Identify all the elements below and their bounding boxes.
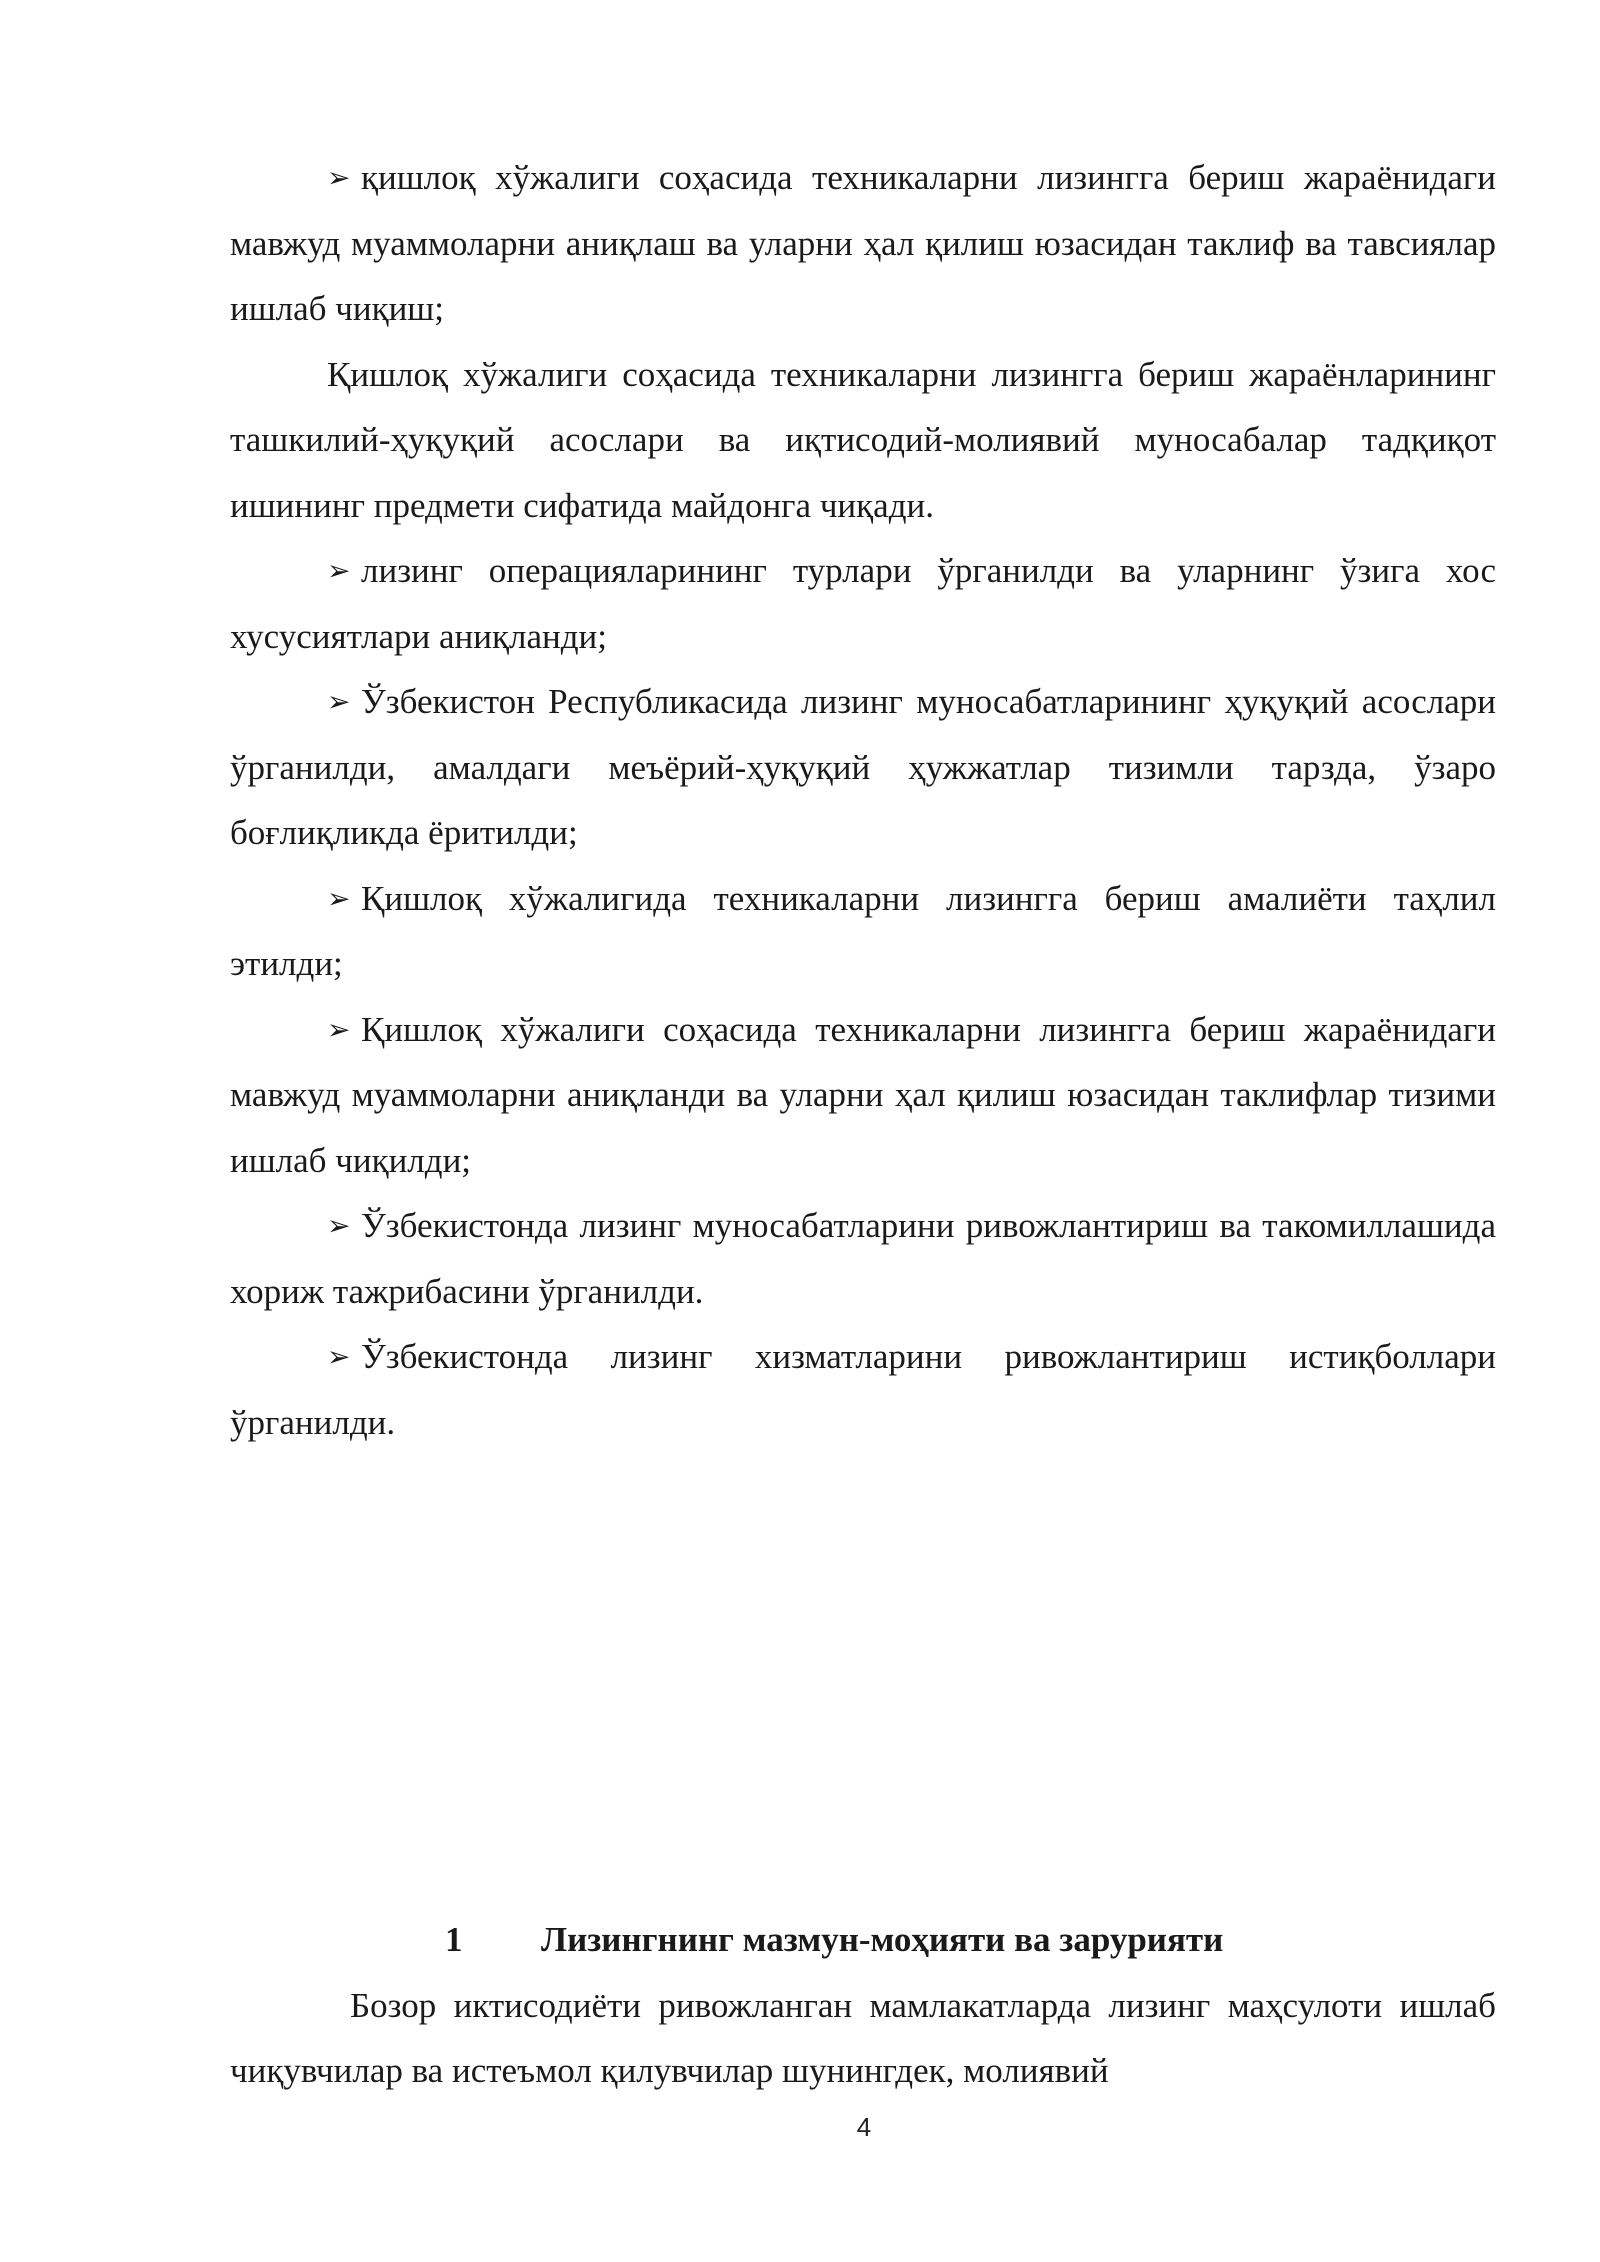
paragraph-text: Қишлоқ хўжалиги соҳасида техникаларни лизингга бериш жараёнларининг ташкилий-ҳуқуқий асослари ва иқтисодий-молиявий муносабалар тадқиқот ишининг предмети сифатида майдонга чиқади.	[230, 354, 1496, 525]
arrow-bullet-icon: ➢	[327, 554, 351, 587]
paragraph-text: Ўзбекистонда лизинг муносабатларини ривожлантириш ва такомиллашида хориж тажрибасини ўрганилди.	[230, 1206, 1496, 1311]
bullet-paragraph	[230, 866, 1496, 997]
page-gap	[230, 1455, 1496, 1907]
section-title: Лизингнинг мазмун-моҳияти ва зарурияти	[541, 1920, 1224, 1959]
section-heading	[230, 1907, 1496, 1973]
bullet-paragraph	[230, 145, 1496, 342]
bullet-paragraph	[230, 997, 1496, 1194]
paragraph-text: Қишлоқ хўжалигида техникаларни лизингга бериш амалиёти таҳлил этилди;	[230, 878, 1496, 983]
paragraph-text: Ўзбекистон Республикасида лизинг муносабатларининг ҳуқуқий асослари ўрганилди, амалдаги меъёрий-ҳуқуқий ҳужжатлар тизимли тарзда, ўзаро боғлиқликда ёритилди;	[230, 682, 1496, 852]
arrow-bullet-icon: ➢	[327, 1340, 351, 1373]
page-content	[230, 145, 1496, 2104]
arrow-bullet-icon: ➢	[327, 685, 351, 718]
paragraph-text: Бозор иктисодиёти ривожланган мамлакатларда лизинг маҳсулоти ишлаб чиқувчилар ва истеъмол қилувчилар шунингдек, молиявий	[230, 1985, 1496, 2090]
bullet-paragraph	[230, 1324, 1496, 1455]
body-paragraph	[230, 342, 1496, 539]
section-body-paragraph	[230, 1973, 1496, 2104]
paragraph-text: Ўзбекистонда лизинг хизматларини ривожлантириш истиқболлари ўрганилди.	[230, 1337, 1496, 1442]
section-number: 1	[445, 1920, 463, 1959]
bullet-paragraph	[230, 669, 1496, 866]
paragraph-text: лизинг операцияларининг турлари ўрганилди ва уларнинг ўзига хос хусусиятлари аниқланди;	[230, 551, 1496, 656]
arrow-bullet-icon: ➢	[327, 161, 351, 194]
arrow-bullet-icon: ➢	[327, 881, 351, 915]
bullet-paragraph	[230, 1193, 1496, 1324]
paragraph-text: Қишлоқ хўжалиги соҳасида техникаларни лизингга бериш жараёнидаги мавжуд муаммоларни аниқланди ва уларни ҳал қилиш юзасидан таклифлар тизими ишлаб чиқилди;	[230, 1009, 1496, 1180]
paragraph-text: қишлоқ хўжалиги соҳасида техникаларни лизингга бериш жараёнидаги мавжуд муаммоларни аниқлаш ва уларни ҳал қилиш юзасидан таклиф ва тавсиялар ишлаб чиқиш;	[230, 158, 1496, 328]
page-number: 4	[856, 2112, 872, 2142]
arrow-bullet-icon: ➢	[327, 1012, 351, 1046]
arrow-bullet-icon: ➢	[327, 1209, 351, 1242]
bullet-paragraph	[230, 538, 1496, 669]
